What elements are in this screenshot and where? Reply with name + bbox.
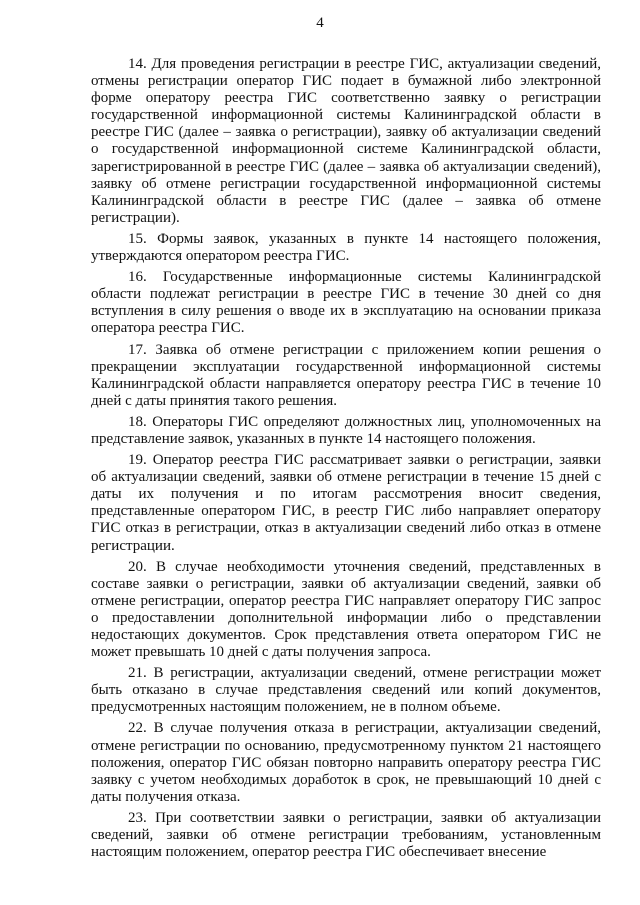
document-body	[91, 56, 601, 865]
paragraph-20: 20. В случае необходимости уточнения сведений, представленных в составе заявки о регистрации, заявки об актуализации сведений, заявки об отмене регистрации, оператор реестра ГИС направляет оператору ГИС запрос о предоставлении дополнительной информации либо о представлении недостающих документов. Срок представления ответа оператором ГИС не может превышать 10 дней с даты получения запроса.	[91, 558, 601, 661]
page-number: 4	[316, 15, 324, 31]
paragraph-17: 17. Заявка об отмене регистрации с приложением копии решения о прекращении эксплуатации государственной информационной системы Калининградской области направляется оператору реестра ГИС в течение 10 дней с даты принятия такого решения.	[91, 341, 601, 409]
paragraph-21: 21. В регистрации, актуализации сведений, отмене регистрации может быть отказано в случае представления сведений или копий документов, предусмотренных настоящим положением, не в полном объеме.	[91, 665, 601, 716]
paragraph-16: 16. Государственные информационные системы Калининградской области подлежат регистрации в реестре ГИС в течение 30 дней со дня вступления в силу решения о вводе их в эксплуатацию на основании приказа оператора реестра ГИС.	[91, 269, 601, 337]
paragraph-14: 14. Для проведения регистрации в реестре ГИС, актуализации сведений, отмены регистрации оператор ГИС подает в бумажной либо электронной форме оператору реестра ГИС соответственно заявку о регистрации государственной информационной системы Калининградской области в реестре ГИС (далее – заявка о регистрации), заявку об актуализации сведений о государственной информационной системе Калининградской области, зарегистрированной в реестре ГИС (далее – заявка об актуализации сведений), заявку об отмене регистрации государственной информационной системы Калининградской области в реестре ГИС (далее – заявка об отмене регистрации).	[91, 56, 601, 226]
paragraph-22: 22. В случае получения отказа в регистрации, актуализации сведений, отмене регистрации по основанию, предусмотренному пунктом 21 настоящего положения, оператор ГИС обязан повторно направить оператору реестра ГИС заявку с учетом необходимых доработок в срок, не превышающий 10 дней с даты получения отказа.	[91, 720, 601, 805]
paragraph-23: 23. При соответствии заявки о регистрации, заявки об актуализации сведений, заявки об отмене регистрации требованиям, установленным настоящим положением, оператор реестра ГИС обеспечивает внесение	[91, 809, 601, 861]
paragraph-19: 19. Оператор реестра ГИС рассматривает заявки о регистрации, заявки об актуализации сведений, заявки об отмене регистрации в течение 15 дней с даты их получения и по итогам рассмотрения вносит сведения, представленные оператором ГИС, в реестр ГИС либо направляет оператору ГИС отказ в регистрации, отказ в актуализации сведений либо отказ в отмене регистрации.	[91, 452, 601, 554]
paragraph-18: 18. Операторы ГИС определяют должностных лиц, уполномоченных на представление заявок, указанных в пункте 14 настоящего положения.	[91, 413, 601, 447]
paragraph-15: 15. Формы заявок, указанных в пункте 14 настоящего положения, утверждаются оператором реестра ГИС.	[91, 230, 601, 265]
